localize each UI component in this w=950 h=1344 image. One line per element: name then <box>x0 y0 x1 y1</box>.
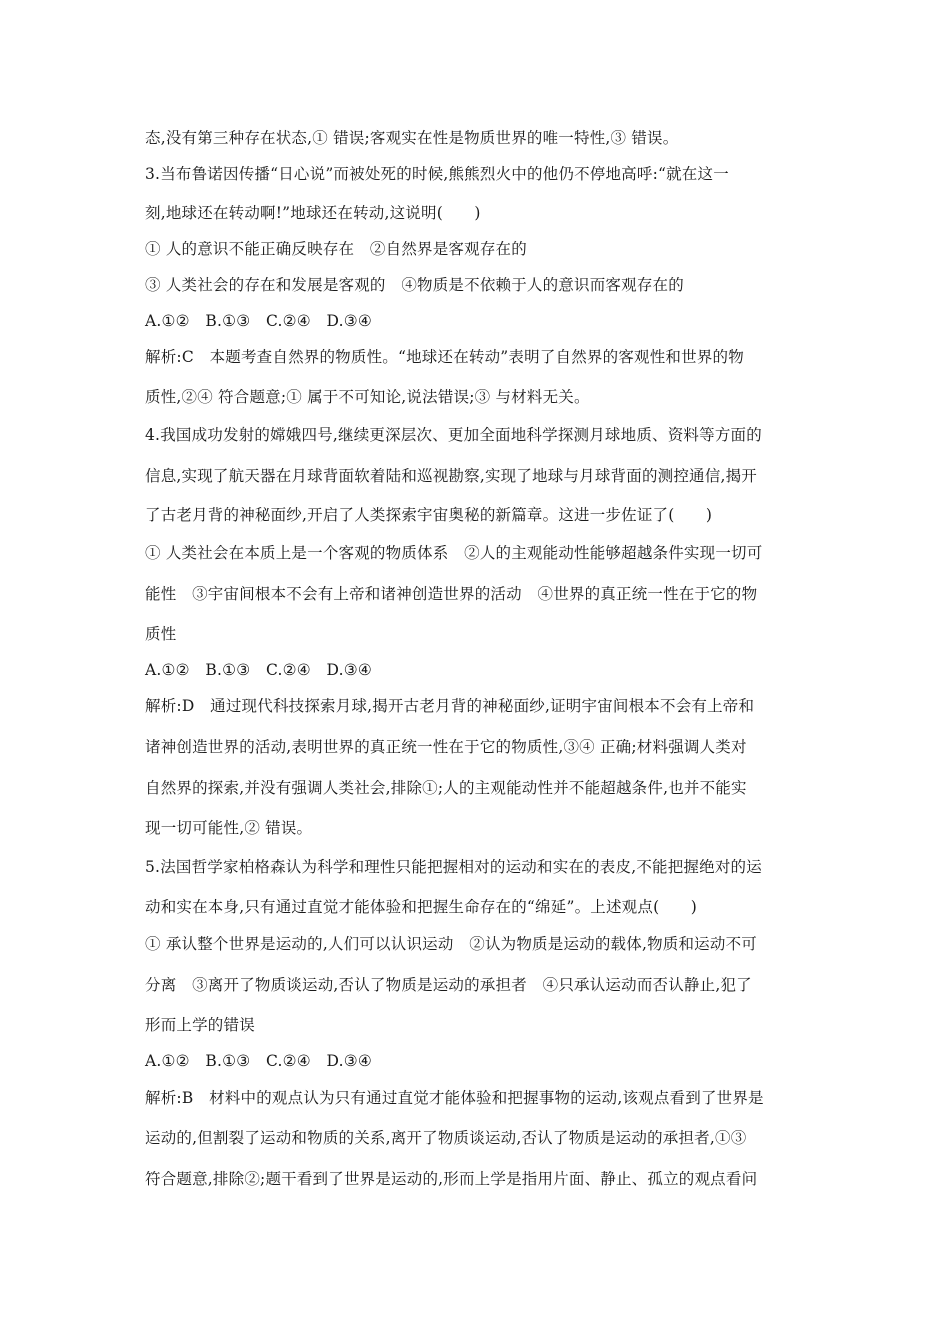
question-4-analysis: 自然界的探索,并没有强调人类社会,排除①;人的主观能动性并不能超越条件,也并不能实 <box>145 779 747 797</box>
question-3-statements: ③ 人类社会的存在和发展是客观的 ④物质是不依赖于人的意识而客观存在的 <box>145 276 684 294</box>
question-4-options: A.①② B.①③ C.②④ D.③④ <box>145 661 372 679</box>
question-4-statements: 质性 <box>145 625 177 643</box>
question-4-stem: 了古老月背的神秘面纱,开启了人类探索宇宙奥秘的新篇章。这进一步佐证了( ) <box>145 506 713 524</box>
question-3-options: A.①② B.①③ C.②④ D.③④ <box>145 312 372 330</box>
question-5-statements: 形而上学的错误 <box>145 1016 255 1034</box>
question-5-analysis: 解析:B 材料中的观点认为只有通过直觉才能体验和把握事物的运动,该观点看到了世界是 <box>145 1089 764 1107</box>
question-4-stem: 4.我国成功发射的嫦娥四号,继续更深层次、更加全面地科学探测月球地质、资料等方面的 <box>145 426 762 444</box>
question-4-analysis: 现一切可能性,② 错误。 <box>145 819 313 837</box>
question-5-stem: 动和实在本身,只有通过直觉才能体验和把握生命存在的“绵延”。上述观点( ) <box>145 898 697 916</box>
question-5-statements: 分离 ③离开了物质谈运动,否认了物质是运动的承担者 ④只承认运动而否认静止,犯了 <box>145 976 752 994</box>
question-4-analysis: 解析:D 通过现代科技探索月球,揭开古老月背的神秘面纱,证明宇宙间根本不会有上帝和 <box>145 697 755 715</box>
question-5-analysis: 运动的,但割裂了运动和物质的关系,离开了物质谈运动,否认了物质是运动的承担者,①③ <box>145 1129 747 1147</box>
question-3-stem: 3.当布鲁诺因传播“日心说”而被处死的时候,熊熊烈火中的他仍不停地高呼:“就在这一 <box>145 165 729 183</box>
question-4-analysis: 诸神创造世界的活动,表明世界的真正统一性在于它的物质性,③④ 正确;材料强调人类对 <box>145 738 747 756</box>
question-5-statements: ① 承认整个世界是运动的,人们可以认识运动 ②认为物质是运动的载体,物质和运动不可 <box>145 935 757 953</box>
question-3-analysis: 解析:C 本题考查自然界的物质性。“地球还在转动”表明了自然界的客观性和世界的物 <box>145 348 744 366</box>
question-4-stem: 信息,实现了航天器在月球背面软着陆和巡视勘察,实现了地球与月球背面的测控通信,揭开 <box>145 467 757 485</box>
question-5-stem: 5.法国哲学家柏格森认为科学和理性只能把握相对的运动和实在的表皮,不能把握绝对的运 <box>145 858 762 876</box>
question-3-statements: ① 人的意识不能正确反映存在 ②自然界是客观存在的 <box>145 240 527 258</box>
question-5-analysis: 符合题意,排除②;题干看到了世界是运动的,形而上学是指用片面、静止、孤立的观点看问 <box>145 1170 758 1188</box>
question-5-options: A.①② B.①③ C.②④ D.③④ <box>145 1052 372 1070</box>
question-4-statements: 能性 ③宇宙间根本不会有上帝和诸神创造世界的活动 ④世界的真正统一性在于它的物 <box>145 585 758 603</box>
text-line: 态,没有第三种存在状态,① 错误;客观实在性是物质世界的唯一特性,③ 错误。 <box>145 129 679 147</box>
question-4-statements: ① 人类社会在本质上是一个客观的物质体系 ②人的主观能动性能够超越条件实现一切可 <box>145 544 763 562</box>
question-3-stem: 刻,地球还在转动啊!”地球还在转动,这说明( ) <box>145 204 481 222</box>
question-3-analysis: 质性,②④ 符合题意;① 属于不可知论,说法错误;③ 与材料无关。 <box>145 388 590 406</box>
